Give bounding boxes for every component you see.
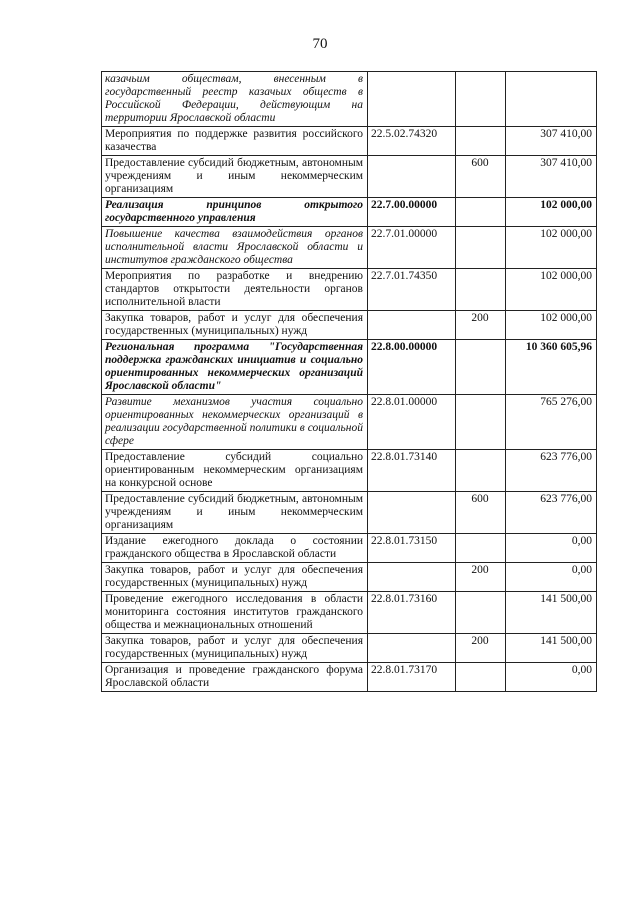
row-amount-cell: 102 000,00 <box>506 198 597 227</box>
row-code-cell: 22.5.02.74320 <box>368 127 456 156</box>
row-code-cell: 22.7.00.00000 <box>368 198 456 227</box>
row-name-cell: казачьим обществам, внесенным в государственный реестр казачьих обществ в Российской Федерации, действующим на территории Ярославской области <box>102 72 368 127</box>
table-row <box>102 269 597 311</box>
row-code-cell <box>368 156 456 198</box>
row-expense-type-cell <box>456 227 506 269</box>
row-amount-cell: 0,00 <box>506 534 597 563</box>
row-expense-type-cell <box>456 450 506 492</box>
row-code-cell: 22.7.01.00000 <box>368 227 456 269</box>
row-name-cell: Закупка товаров, работ и услуг для обеспечения государственных (муниципальных) нужд <box>102 311 368 340</box>
row-code-cell: 22.8.01.73150 <box>368 534 456 563</box>
row-name-cell: Мероприятия по поддержке развития российского казачества <box>102 127 368 156</box>
row-amount-cell: 102 000,00 <box>506 227 597 269</box>
table-row <box>102 563 597 592</box>
row-name-cell: Региональная программа "Государственная поддержка гражданских инициатив и социально ориентированных некоммерческих организаций Ярославской области" <box>102 340 368 395</box>
table-row <box>102 340 597 395</box>
row-amount-cell: 102 000,00 <box>506 269 597 311</box>
row-expense-type-cell <box>456 534 506 563</box>
table-row <box>102 634 597 663</box>
row-expense-type-cell: 600 <box>456 492 506 534</box>
row-code-cell: 22.8.01.00000 <box>368 395 456 450</box>
row-amount-cell: 141 500,00 <box>506 592 597 634</box>
table-row <box>102 311 597 340</box>
table-row <box>102 72 597 127</box>
row-amount-cell: 623 776,00 <box>506 492 597 534</box>
budget-table-body <box>102 72 597 692</box>
row-expense-type-cell: 200 <box>456 634 506 663</box>
row-code-cell: 22.8.00.00000 <box>368 340 456 395</box>
row-code-cell: 22.8.01.73160 <box>368 592 456 634</box>
budget-table <box>101 71 597 692</box>
row-expense-type-cell <box>456 72 506 127</box>
row-name-cell: Повышение качества взаимодействия органов исполнительной власти Ярославской области и институтов гражданского общества <box>102 227 368 269</box>
row-code-cell: 22.7.01.74350 <box>368 269 456 311</box>
row-expense-type-cell: 200 <box>456 311 506 340</box>
row-code-cell <box>368 311 456 340</box>
row-amount-cell: 10 360 605,96 <box>506 340 597 395</box>
row-expense-type-cell <box>456 269 506 311</box>
row-amount-cell: 0,00 <box>506 663 597 692</box>
row-code-cell <box>368 492 456 534</box>
row-code-cell: 22.8.01.73170 <box>368 663 456 692</box>
row-name-cell: Закупка товаров, работ и услуг для обеспечения государственных (муниципальных) нужд <box>102 563 368 592</box>
row-amount-cell: 102 000,00 <box>506 311 597 340</box>
table-row <box>102 395 597 450</box>
row-name-cell: Организация и проведение гражданского форума Ярославской области <box>102 663 368 692</box>
table-row <box>102 663 597 692</box>
row-name-cell: Реализация принципов открытого государственного управления <box>102 198 368 227</box>
row-name-cell: Предоставление субсидий социально ориентированным некоммерческим организациям на конкурсной основе <box>102 450 368 492</box>
row-expense-type-cell: 200 <box>456 563 506 592</box>
row-amount-cell: 765 276,00 <box>506 395 597 450</box>
row-expense-type-cell <box>456 395 506 450</box>
table-row <box>102 156 597 198</box>
row-expense-type-cell <box>456 198 506 227</box>
row-name-cell: Закупка товаров, работ и услуг для обеспечения государственных (муниципальных) нужд <box>102 634 368 663</box>
row-expense-type-cell <box>456 127 506 156</box>
row-code-cell <box>368 634 456 663</box>
table-row <box>102 592 597 634</box>
row-code-cell <box>368 72 456 127</box>
row-amount-cell: 141 500,00 <box>506 634 597 663</box>
page-number: 70 <box>312 36 328 52</box>
table-row <box>102 198 597 227</box>
row-amount-cell: 0,00 <box>506 563 597 592</box>
row-name-cell: Проведение ежегодного исследования в области мониторинга состояния институтов гражданского общества и межнациональных отношений <box>102 592 368 634</box>
table-row <box>102 450 597 492</box>
row-expense-type-cell: 600 <box>456 156 506 198</box>
row-name-cell: Предоставление субсидий бюджетным, автономным учреждениям и иным некоммерческим организациям <box>102 156 368 198</box>
row-name-cell: Развитие механизмов участия социально ориентированных некоммерческих организаций в реализации государственной политики в социальной сфере <box>102 395 368 450</box>
row-amount-cell: 307 410,00 <box>506 127 597 156</box>
table-row <box>102 227 597 269</box>
row-code-cell <box>368 563 456 592</box>
row-amount-cell: 623 776,00 <box>506 450 597 492</box>
table-row <box>102 127 597 156</box>
row-expense-type-cell <box>456 340 506 395</box>
row-amount-cell <box>506 72 597 127</box>
row-name-cell: Предоставление субсидий бюджетным, автономным учреждениям и иным некоммерческим организациям <box>102 492 368 534</box>
row-name-cell: Мероприятия по разработке и внедрению стандартов открытости деятельности органов исполнительной власти <box>102 269 368 311</box>
table-row <box>102 492 597 534</box>
table-row <box>102 534 597 563</box>
row-name-cell: Издание ежегодного доклада о состоянии гражданского общества в Ярославской области <box>102 534 368 563</box>
row-code-cell: 22.8.01.73140 <box>368 450 456 492</box>
row-expense-type-cell <box>456 663 506 692</box>
row-amount-cell: 307 410,00 <box>506 156 597 198</box>
row-expense-type-cell <box>456 592 506 634</box>
